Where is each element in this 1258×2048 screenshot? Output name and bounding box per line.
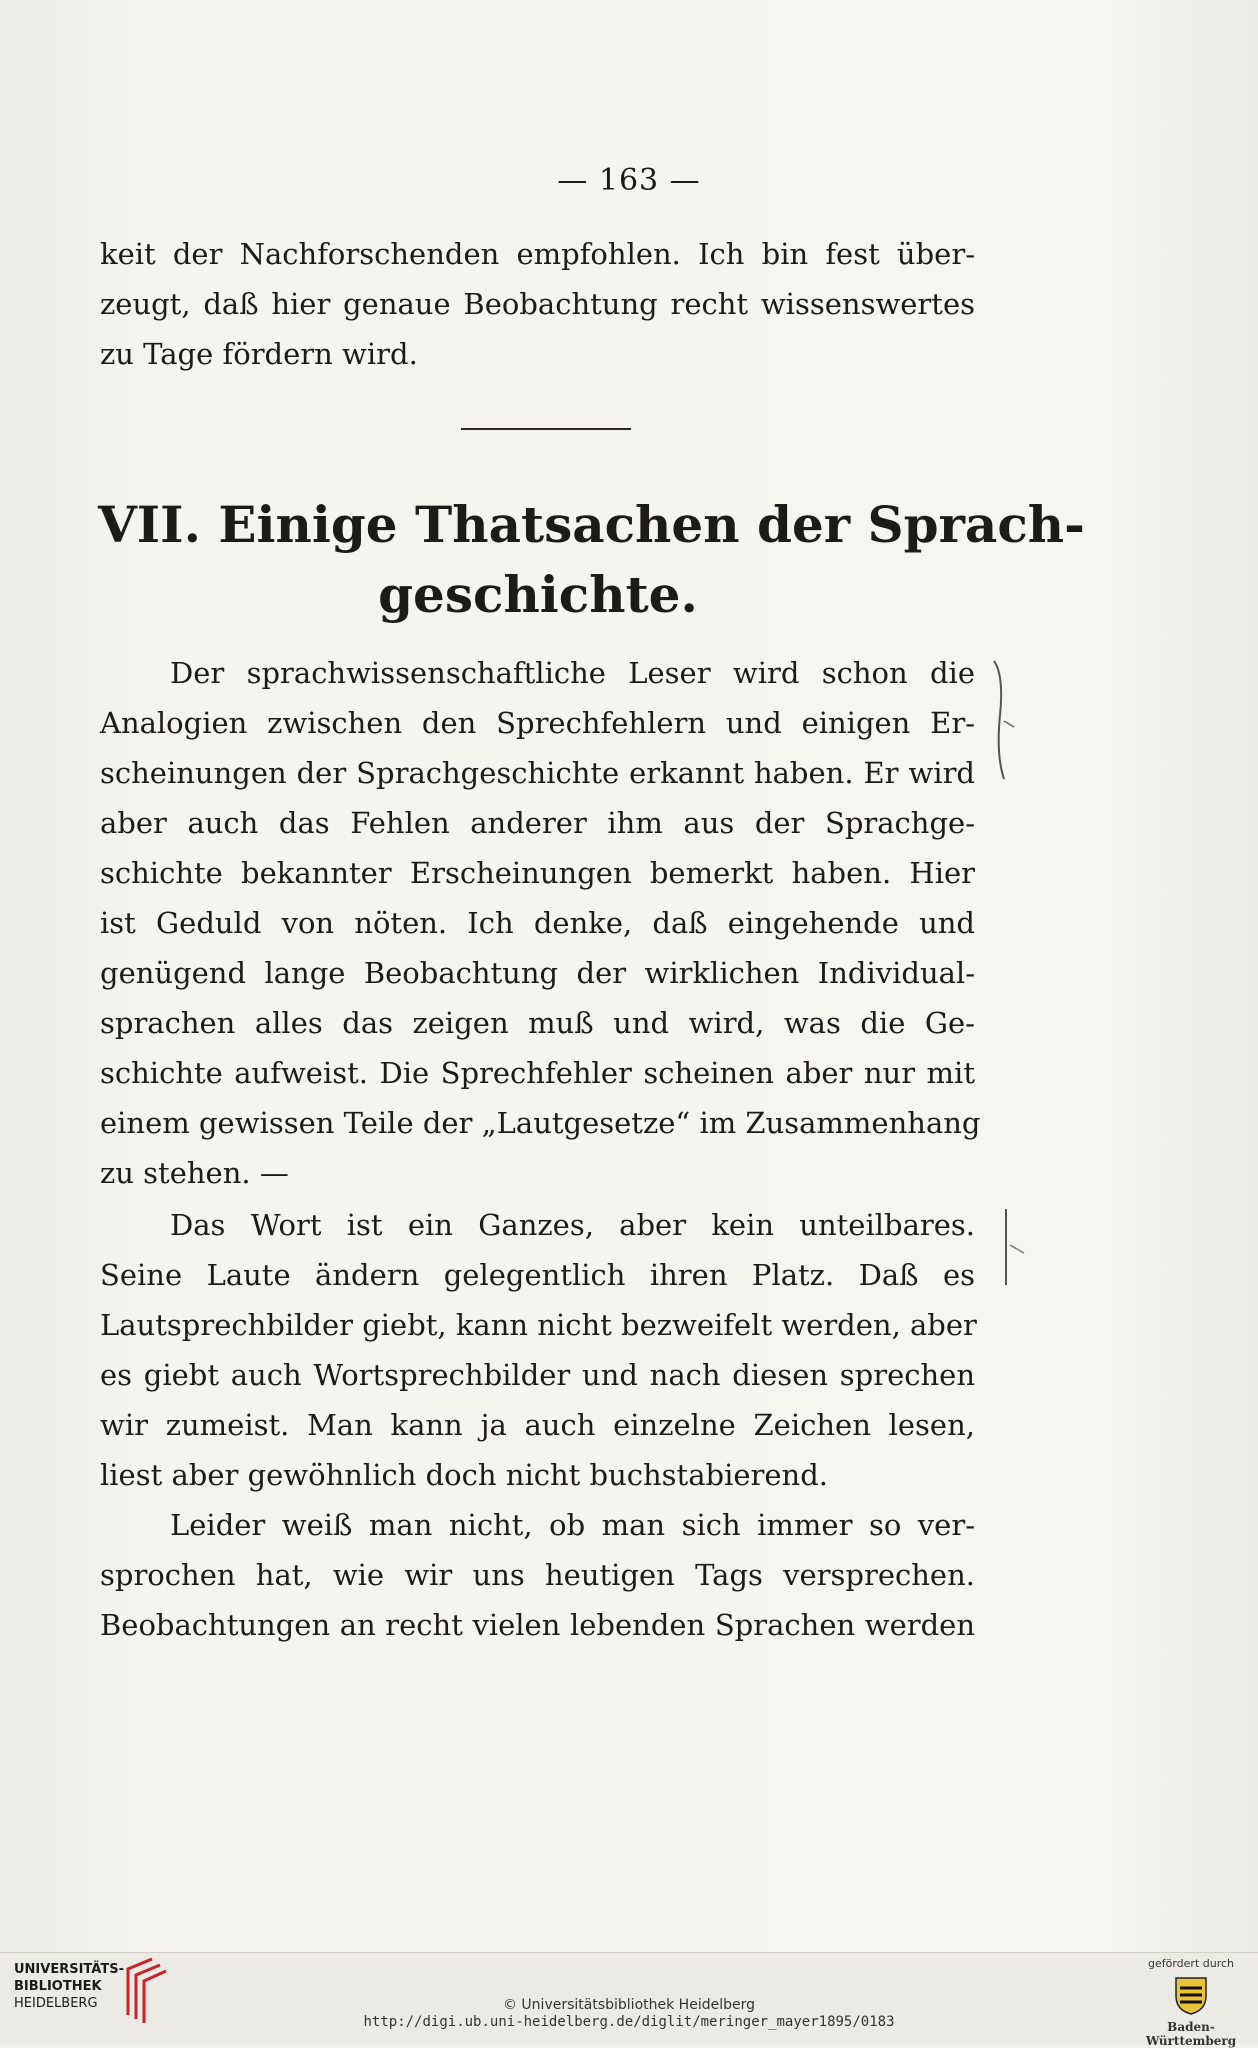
heading-line-1: VII. Einige Thatsachen der Sprach-: [98, 495, 1085, 554]
sponsor-block: [1136, 1957, 1246, 2048]
text-line: einem gewissen Teile der „Lautgesetze“ im Zusammenhang: [100, 1106, 981, 1140]
text-line: Seine Laute ändern gelegentlich ihren Platz. Daß es: [100, 1258, 975, 1292]
text-line: zeugt, daß hier genaue Beobachtung recht wissenswertes: [100, 287, 975, 321]
sponsor-name: Baden-Württemberg: [1145, 2020, 1237, 2048]
section-divider: [461, 428, 631, 430]
text-line: wir zumeist. Man kann ja auch einzelne Zeichen lesen,: [100, 1408, 975, 1442]
text-line: zu Tage fördern wird.: [100, 337, 418, 371]
paragraph-2: [100, 1200, 975, 1500]
text-line: es giebt auch Wortsprechbilder und nach diesen sprechen: [100, 1358, 975, 1392]
margin-line-icon: [1000, 1205, 1030, 1290]
source-url[interactable]: http://digi.ub.uni-heidelberg.de/diglit/meringer_mayer1895/0183: [363, 2014, 895, 2030]
text-line: sprochen hat, wie wir uns heutigen Tags versprechen.: [100, 1558, 975, 1592]
text-line: zu stehen. —: [100, 1156, 289, 1190]
text-line: genügend lange Beobachtung der wirklichen Individual-: [100, 956, 975, 990]
footer-bar: [0, 1952, 1258, 2048]
text-line: Der sprachwissenschaftliche Leser wird schon die: [170, 656, 975, 690]
heading-line-2: geschichte.: [378, 565, 698, 624]
footer-credits: [0, 1997, 1258, 2031]
text-line: liest aber gewöhnlich doch nicht buchstabierend.: [100, 1458, 828, 1492]
copyright-text: © Universitätsbibliothek Heidelberg: [502, 1997, 755, 2013]
sponsor-label: gefördert durch: [1147, 1957, 1235, 1970]
paragraph-3: [100, 1500, 975, 1650]
paragraph-1: [100, 648, 981, 1198]
text-line: scheinungen der Sprachgeschichte erkannt haben. Er wird: [100, 756, 975, 790]
text-line: Das Wort ist ein Ganzes, aber kein unteilbares.: [170, 1208, 975, 1242]
text-line: Analogien zwischen den Sprechfehlern und einigen Er-: [100, 706, 975, 740]
text-line: Leider weiß man nicht, ob man sich immer so ver-: [170, 1508, 975, 1542]
section-heading: [98, 490, 1085, 630]
text-line: keit der Nachforschenden empfohlen. Ich bin fest über-: [100, 237, 975, 271]
state-crest-icon: [1172, 1974, 1210, 2016]
text-line: ist Geduld von nöten. Ich denke, daß eingehende und: [100, 906, 975, 940]
text-line: schichte bekannter Erscheinungen bemerkt haben. Hier: [100, 856, 975, 890]
text-line: aber auch das Fehlen anderer ihm aus der Sprachge-: [100, 806, 975, 840]
page-number: — 163 —: [557, 163, 701, 198]
text-line: sprachen alles das zeigen muß und wird, was die Ge-: [100, 1006, 975, 1040]
library-name-line-2: BIBLIOTHEK: [14, 1979, 102, 1994]
text-line: Lautsprechbilder giebt, kann nicht bezweifelt werden, aber: [100, 1308, 977, 1342]
library-name-line-1: UNIVERSITÄTS-: [14, 1962, 124, 1977]
text-line: schichte aufweist. Die Sprechfehler scheinen aber nur mit: [100, 1056, 975, 1090]
margin-bracket-icon: [990, 655, 1020, 785]
library-name-line-3: HEIDELBERG: [14, 1996, 98, 2011]
text-block-top: [100, 229, 975, 379]
text-line: Beobachtungen an recht vielen lebenden Sprachen werden: [100, 1608, 975, 1642]
